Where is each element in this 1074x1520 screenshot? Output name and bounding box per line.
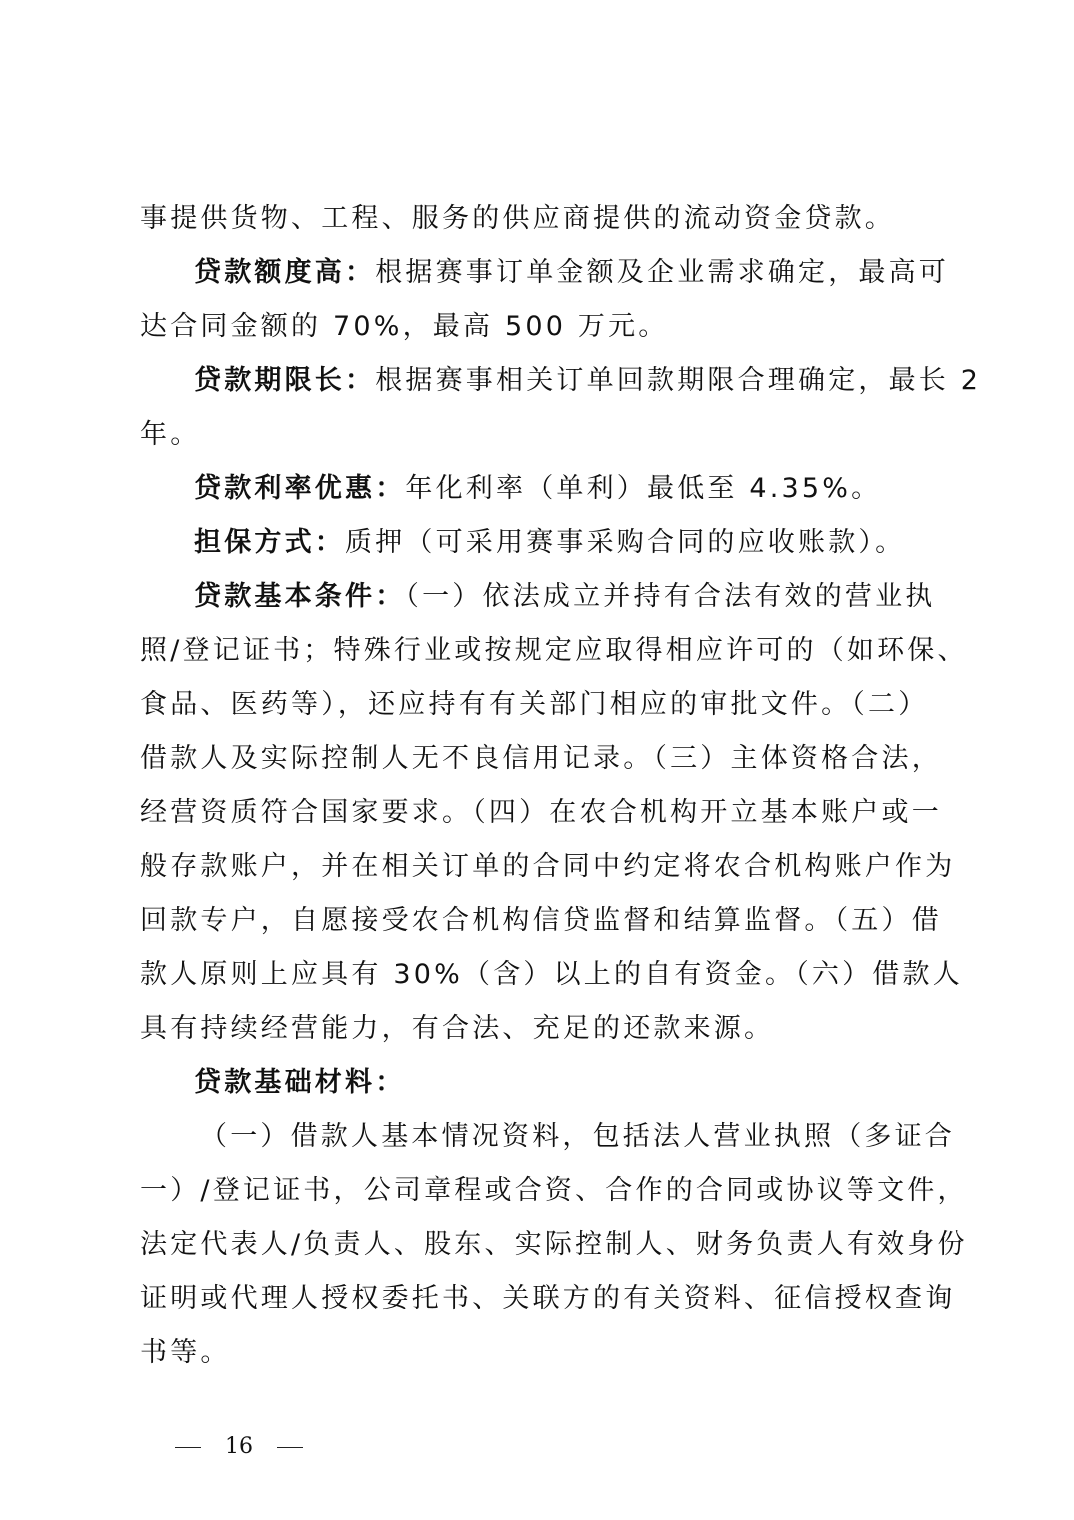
body-text: 达合同金额的 70%，最高 500 万元。 — [140, 311, 669, 342]
section-label-basic-conditions: 贷款基本条件： — [194, 581, 406, 612]
paragraph-line — [140, 1281, 956, 1317]
body-text: 照/登记证书；特殊行业或按规定应取得相应许可的（如环保、 — [140, 635, 968, 666]
body-text: 年化利率（单利）最低至 4.35%。 — [405, 473, 882, 504]
body-text: 具有持续经营能力，有合法、充足的还款来源。 — [140, 1013, 775, 1044]
body-text: （一）借款人基本情况资料，包括法人营业执照（多证合 — [200, 1121, 955, 1152]
body-text: 根据赛事相关订单回款期限合理确定，最长 2 — [375, 365, 982, 396]
paragraph-line — [140, 1335, 920, 1371]
body-text: 事提供货物、工程、服务的供应商提供的流动资金贷款。 — [140, 203, 895, 234]
section-label-loan-amount: 贷款额度高： — [194, 257, 376, 288]
paragraph-line — [140, 957, 963, 993]
body-text: 款人原则上应具有 30%（含）以上的自有资金。（六）借款人 — [140, 959, 963, 990]
paragraph-line — [140, 741, 942, 777]
body-text: 书等。 — [140, 1337, 231, 1368]
paragraph-line — [140, 1011, 920, 1047]
body-text: 年。 — [140, 419, 201, 450]
paragraph-line — [200, 1119, 955, 1155]
body-text: 借款人及实际控制人无不良信用记录。（三）主体资格合法， — [140, 743, 942, 774]
page-number: 16 — [225, 1434, 253, 1459]
paragraph-line — [194, 525, 920, 561]
section-label-interest-rate: 贷款利率优惠： — [194, 473, 406, 504]
paragraph-line — [140, 795, 942, 831]
footer-dash-left — [175, 1447, 201, 1448]
paragraph-line — [140, 849, 956, 885]
paragraph-line — [140, 417, 920, 453]
paragraph-line — [140, 201, 920, 237]
body-text: 根据赛事订单金额及企业需求确定，最高可 — [375, 257, 950, 288]
section-label-guarantee: 担保方式： — [194, 527, 345, 558]
paragraph-line — [140, 903, 942, 939]
body-text: （一）依法成立并持有合法有效的营业执 — [405, 581, 936, 612]
paragraph-line — [140, 1173, 968, 1209]
body-text: 一）/登记证书，公司章程或合资、合作的合同或协议等文件， — [140, 1175, 968, 1206]
section-label-basic-materials: 贷款基础材料： — [194, 1067, 406, 1098]
paragraph-line — [140, 633, 968, 669]
paragraph-line — [194, 471, 920, 507]
body-text: 经营资质符合国家要求。（四）在农合机构开立基本账户或一 — [140, 797, 942, 828]
body-text: 般存款账户，并在相关订单的合同中约定将农合机构账户作为 — [140, 851, 956, 882]
paragraph-line — [194, 255, 950, 291]
body-text: 法定代表人/负责人、股东、实际控制人、财务负责人有效身份 — [140, 1229, 968, 1260]
body-text: 质押（可采用赛事采购合同的应收账款）。 — [345, 527, 906, 558]
paragraph-line — [140, 687, 929, 723]
section-label-loan-term: 贷款期限长： — [194, 365, 376, 396]
body-text: 证明或代理人授权委托书、关联方的有关资料、征信授权查询 — [140, 1283, 956, 1314]
paragraph-line — [194, 363, 982, 399]
body-text: 回款专户，自愿接受农合机构信贷监督和结算监督。（五）借 — [140, 905, 942, 936]
paragraph-line — [194, 579, 936, 615]
body-text: 食品、医药等），还应持有有关部门相应的审批文件。（二） — [140, 689, 929, 720]
page-footer — [175, 1432, 303, 1462]
paragraph-line — [194, 1065, 920, 1101]
paragraph-line — [140, 309, 920, 345]
paragraph-line — [140, 1227, 968, 1263]
footer-dash-right — [277, 1447, 303, 1448]
